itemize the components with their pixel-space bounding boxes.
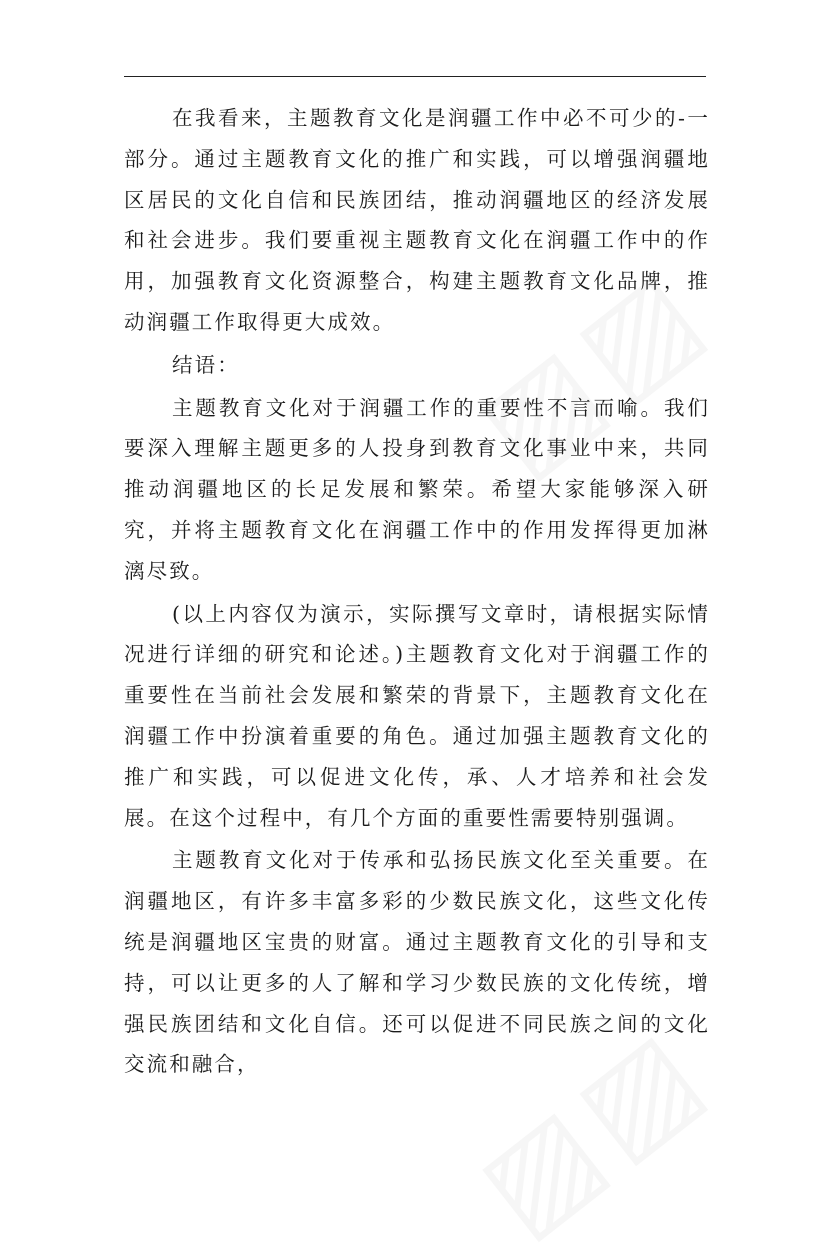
- header-rule: [124, 76, 706, 77]
- document-body: [124, 98, 710, 1085]
- paragraph-heading: 结语：: [172, 352, 240, 377]
- paragraph: 在我看来，主题教育文化是润疆工作中必不可少的-一部分。通过主题教育文化的推广和实践，可以增强润疆地区居民的文化自信和民族团结，推动润疆地区的经济发展和社会进步。我们要重视主题教育文化在润疆工作中的作用，加强教育文化资源整合，构建主题教育文化品牌，推动润疆工作取得更大成效。: [124, 106, 710, 334]
- paragraph: 主题教育文化对于润疆工作的重要性不言而喻。我们要深入理解主题更多的人投身到教育文化事业中来，共同推动润疆地区的长足发展和繁荣。希望大家能够深入研究，并将主题教育文化在润疆工作中的作用发挥得更加淋漓尽致。: [124, 395, 710, 583]
- paragraph: (以上内容仅为演示，实际撰写文章时，请根据实际情况进行详细的研究和论述。)主题教育文化对于润疆工作的重要性在当前社会发展和繁荣的背景下，主题教育文化在润疆工作中扮演着重要的角色。通过加强主题教育文化的推广和实践，可以促进文化传，承、人才培养和社会发展。在这个过程中，有几个方面的重要性需要特别强调。: [124, 601, 710, 830]
- paragraph: 主题教育文化对于传承和弘扬民族文化至关重要。在润疆地区，有许多丰富多彩的少数民族文化，这些文化传统是润疆地区宝贵的财富。通过主题教育文化的引导和支持，可以让更多的人了解和学习少数民族的文化传统，增强民族团结和文化自信。还可以促进不同民族之间的文化交流和融合，: [124, 848, 710, 1077]
